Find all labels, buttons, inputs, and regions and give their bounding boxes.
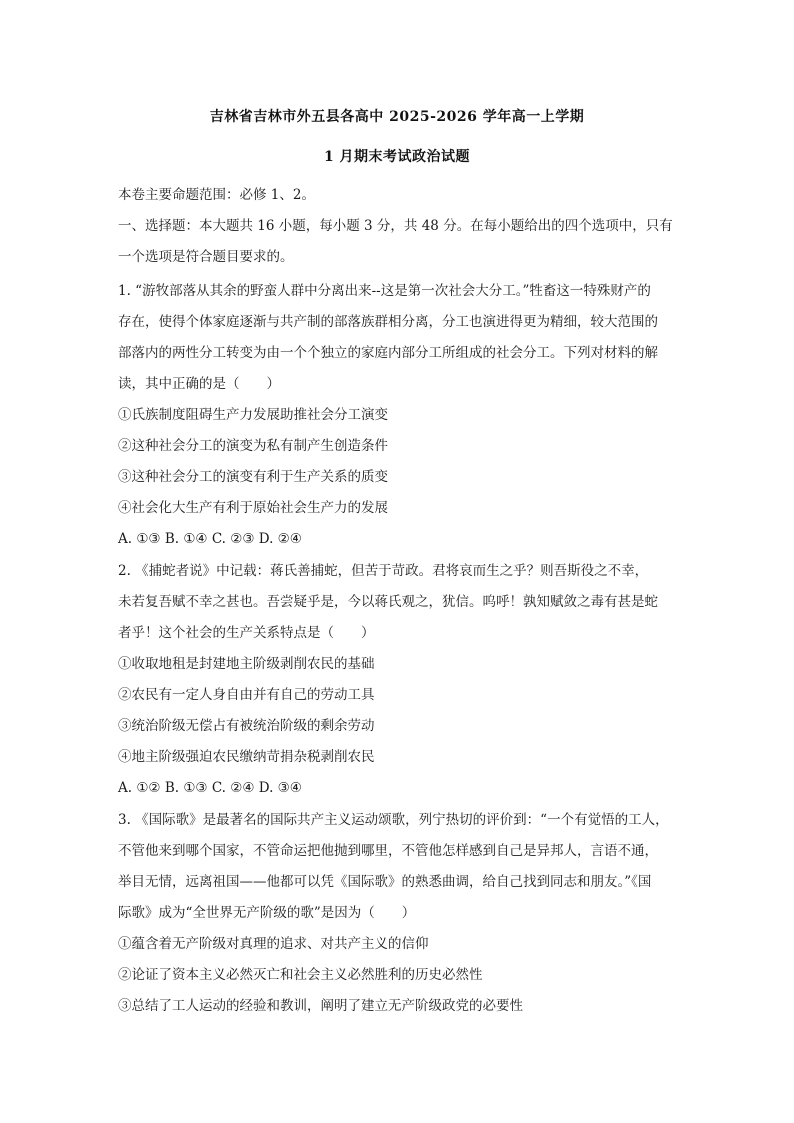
q3-stem-line-1: 3. 《国际歌》是最著名的国际共产主义运动颂歌，列宁热切的评价到：“一个有觉悟的工人， [118, 812, 669, 828]
q2-stem-line-2: 未若复吾赋不幸之甚也。吾尝疑乎是，今以蒋氏观之，犹信。呜呼！孰知赋敛之毒有甚是蛇 [118, 594, 658, 610]
q1-option-3: ③这种社会分工的演变有利于生产关系的质变 [118, 469, 388, 485]
q3-option-1: ①蕴含着无产阶级对真理的追求、对共产主义的信仰 [118, 936, 429, 952]
q3-stem-line-2: 不管他来到哪个国家，不管命运把他抛到哪里，不管他怎样感到自己是异邦人，言语不通， [118, 843, 658, 859]
q2-option-1: ①收取地租是封建地主阶级剥削农民的基础 [118, 656, 375, 672]
q1-stem-line-3: 部落内的两性分工转变为由一个个独立的家庭内部分工所组成的社会分工。下列对材料的解 [118, 345, 658, 361]
section-instructions-line-2: 一个选项是符合题目要求的。 [118, 249, 294, 265]
exam-title-line-2: 1 月期末考试政治试题 [323, 149, 471, 165]
q1-option-1: ①氏族制度阻碍生产力发展助推社会分工演变 [118, 407, 388, 423]
q3-stem-line-3: 举目无情，远离祖国——他都可以凭《国际歌》的熟悉曲调，给自己找到同志和朋友。”《国 [118, 874, 652, 890]
exam-scope: 本卷主要命题范围：必修 1、2。 [118, 187, 315, 203]
q2-option-2: ②农民有一定人身自由并有自己的劳动工具 [118, 687, 375, 703]
q2-option-3: ③统治阶级无偿占有被统治阶级的剩余劳动 [118, 718, 375, 734]
q2-option-4: ④地主阶级强迫农民缴纳苛捐杂税剥削农民 [118, 749, 375, 765]
q1-stem-line-1: 1. “游牧部落从其余的野蛮人群中分离出来--这是第一次社会大分工。”牲畜这一特殊财产的 [118, 283, 651, 299]
q2-choices: A. ①② B. ①③ C. ②④ D. ③④ [118, 780, 302, 796]
section-instructions-line-1: 一、选择题：本大题共 16 小题，每小题 3 分，共 48 分。在每小题给出的四个选项中，只有 [118, 218, 673, 234]
q1-option-4: ④社会化大生产有利于原始社会生产力的发展 [118, 500, 388, 516]
q3-stem-line-4: 际歌》成为“全世界无产阶级的歌”是因为（ ） [118, 905, 416, 921]
q1-option-2: ②这种社会分工的演变为私有制产生创造条件 [118, 438, 388, 454]
q1-stem-line-2: 存在，使得个体家庭逐渐与共产制的部落族群相分离，分工也演进得更为精细，较大范围的 [118, 314, 658, 330]
q1-stem-line-4: 读，其中正确的是（ ） [118, 376, 280, 392]
q2-stem-line-3: 者乎！这个社会的生产关系特点是（ ） [118, 625, 375, 641]
q3-option-2: ②论证了资本主义必然灭亡和社会主义必然胜利的历史必然性 [118, 967, 483, 983]
exam-title-line-1: 吉林省吉林市外五县各高中 2025-2026 学年高一上学期 [209, 109, 585, 125]
q3-option-3: ③总结了工人运动的经验和教训，阐明了建立无产阶级政党的必要性 [118, 998, 523, 1014]
q1-choices: A. ①③ B. ①④ C. ②③ D. ②④ [118, 531, 302, 547]
q2-stem-line-1: 2. 《捕蛇者说》中记载：蒋氏善捕蛇，但苦于苛政。君将哀而生之乎？则吾斯役之不幸， [118, 563, 649, 579]
